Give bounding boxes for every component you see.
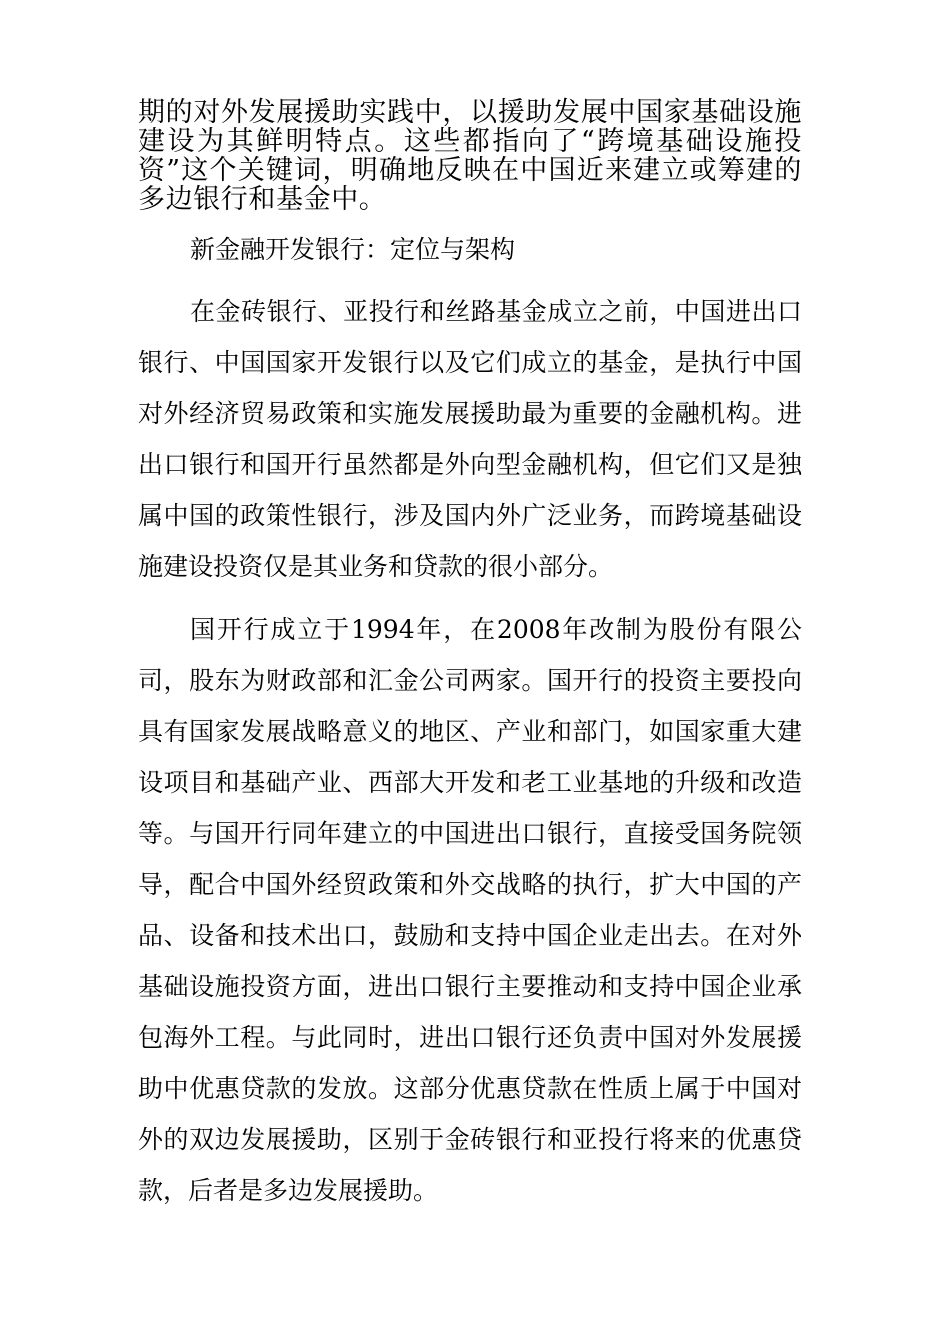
paragraph-continuation: 期的对外发展援助实践中，以援助发展中国家基础设施建设为其鲜明特点。这些都指向了“跨境基础设施投资”这个关键词，明确地反映在中国近来建立或筹建的多边银行和基金中。 [138,97,802,215]
section-heading: 新金融开发银行：定位与架构 [190,235,516,264]
document-page [138,98,802,1216]
paragraph-cdb-exim: 国开行成立于1994年，在2008年改制为股份有限公司，股东为财政部和汇金公司两家。国开行的投资主要投向具有国家发展战略意义的地区、产业和部门，如国家重大建设项目和基础产业、西部大开发和老工业基地的升级和改造等。与国开行同年建立的中国进出口银行，直接受国务院领导，配合中国外经贸政策和外交战略的执行，扩大中国的产品、设备和技术出口，鼓励和支持中国企业走出去。在对外基础设施投资方面，进出口银行主要推动和支持中国企业承包海外工程。与此同时，进出口银行还负责中国对外发展援助中优惠贷款的发放。这部分优惠贷款在性质上属于中国对外的双边发展援助，区别于金砖银行和亚投行将来的优惠贷款，后者是多边发展援助。 [138,615,802,1205]
paragraph-institutions: 在金砖银行、亚投行和丝路基金成立之前，中国进出口银行、中国国家开发银行以及它们成立的基金，是执行中国对外经济贸易政策和实施发展援助最为重要的金融机构。进出口银行和国开行虽然都是外向型金融机构，但它们又是独属中国的政策性银行，涉及国内外广泛业务，而跨境基础设施建设投资仅是其业务和贷款的很小部分。 [138,297,802,581]
